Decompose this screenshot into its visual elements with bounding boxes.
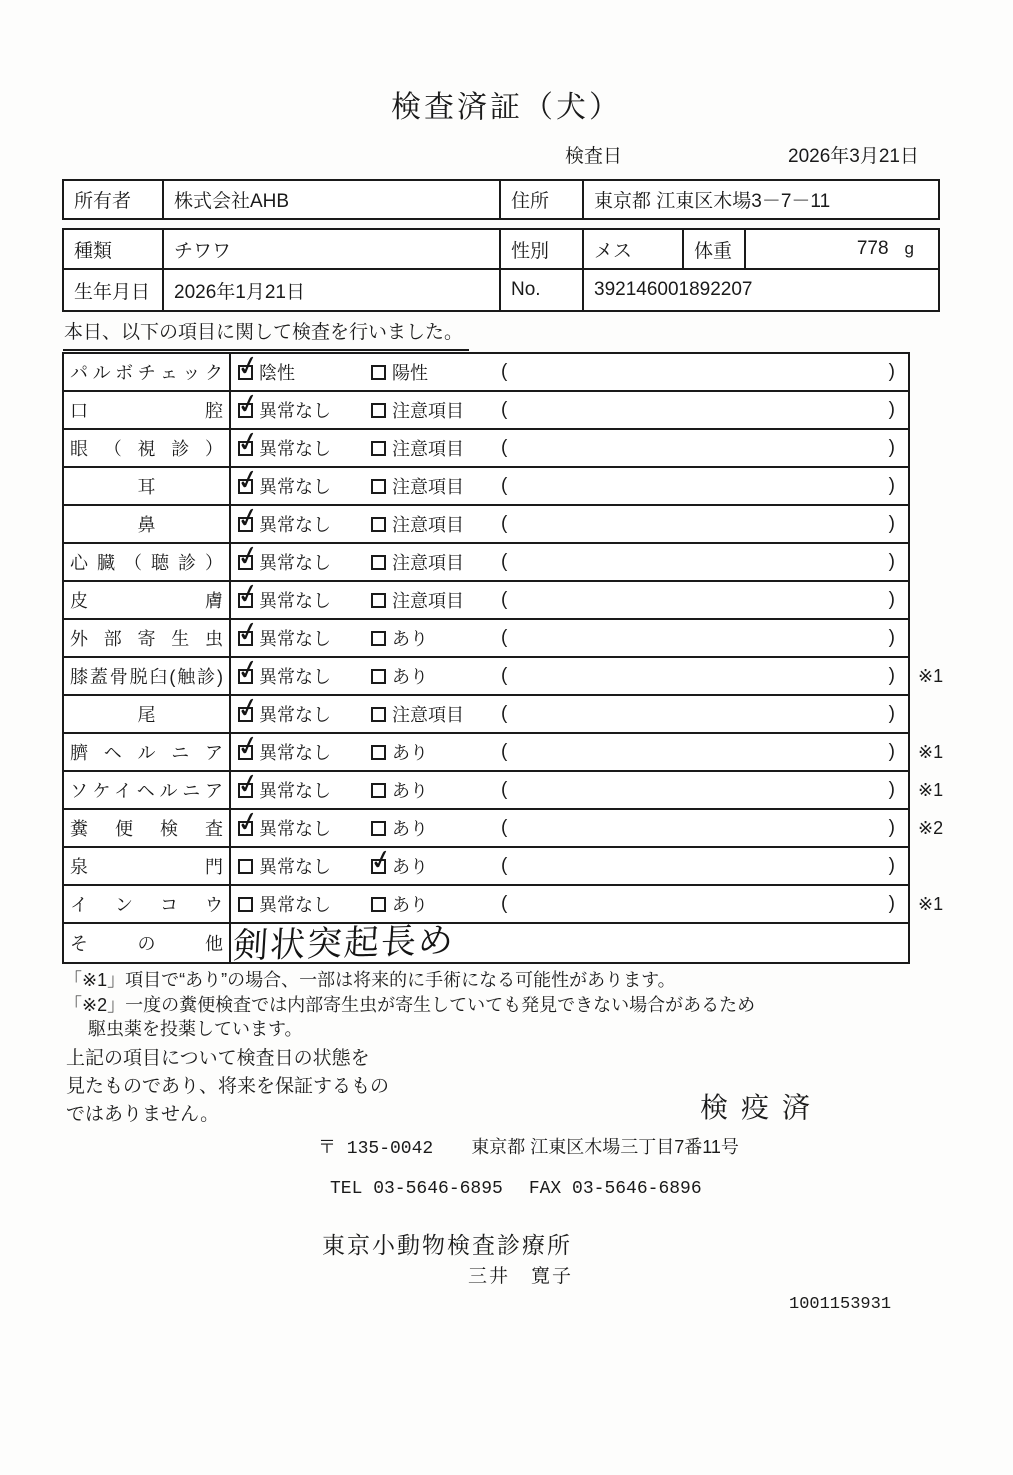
inspection-row xyxy=(64,500,908,544)
item-label: 口腔 xyxy=(70,401,223,421)
quarantine-stamp: 検疫済 xyxy=(700,1092,824,1123)
option-label: 注意項目 xyxy=(392,553,464,573)
paren-open: ( xyxy=(501,475,508,496)
item-cell xyxy=(64,848,231,884)
checkmark-icon: ✓ xyxy=(234,614,263,649)
footnote-mark: ※2 xyxy=(918,817,944,838)
option-label: 異常なし xyxy=(259,401,331,421)
paren-open: ( xyxy=(501,399,508,420)
item-cell xyxy=(64,696,231,732)
option-1 xyxy=(231,891,364,917)
breed-value: チワワ xyxy=(162,230,499,268)
paren-close: ) xyxy=(888,513,895,534)
checkbox-icon xyxy=(371,821,386,836)
paren-open: ( xyxy=(501,589,508,610)
option-label: 異常なし xyxy=(259,477,331,497)
clinic-address: 東京都 江東区木場三丁目7番11号 xyxy=(471,1137,739,1157)
paren-close: ) xyxy=(888,627,895,648)
paren-open: ( xyxy=(501,551,508,572)
paren-close: ) xyxy=(888,741,895,762)
paren-close: ) xyxy=(888,475,895,496)
option-2 xyxy=(364,511,497,537)
option-label: 異常なし xyxy=(259,667,331,687)
sex-value: メス xyxy=(582,230,682,268)
item-label: 眼（視診） xyxy=(70,439,223,459)
checkbox-icon xyxy=(371,593,386,608)
weight-unit: g xyxy=(904,239,914,258)
paren-open: ( xyxy=(501,779,508,800)
inspection-row xyxy=(64,538,908,582)
paren-close: ) xyxy=(888,399,895,420)
number-value: 392146001892207 xyxy=(582,270,938,310)
paren-open: ( xyxy=(501,817,508,838)
checkmark-icon: ✓ xyxy=(234,424,263,459)
remarks-area xyxy=(501,772,908,808)
checkbox-icon xyxy=(371,441,386,456)
paren-open: ( xyxy=(501,627,508,648)
option-2 xyxy=(364,625,497,651)
inspection-row xyxy=(64,886,944,924)
pet-table xyxy=(62,228,940,312)
tel-number: TEL 03-5646-6895 xyxy=(330,1179,503,1199)
item-cell xyxy=(64,430,231,466)
option-label: 異常なし xyxy=(259,553,331,573)
disclaimer-text xyxy=(66,1045,389,1129)
checkbox-icon xyxy=(371,365,386,380)
remarks-area xyxy=(501,430,908,466)
remarks-area xyxy=(501,810,908,846)
option-label: あり xyxy=(392,629,428,649)
page-title: 検査済証（犬） xyxy=(391,91,622,124)
option-2 xyxy=(364,815,497,841)
remarks-area xyxy=(501,658,908,694)
option-1 xyxy=(231,690,364,727)
item-cell xyxy=(64,924,231,962)
item-label: 心臓（聴診） xyxy=(70,553,223,573)
remarks-area xyxy=(501,886,908,922)
checkbox-icon xyxy=(234,728,263,763)
checkbox-icon xyxy=(367,842,396,877)
other-row xyxy=(64,920,908,966)
option-2 xyxy=(364,777,497,803)
option-label: 異常なし xyxy=(259,629,331,649)
paren-open: ( xyxy=(501,361,508,382)
paren-close: ) xyxy=(888,361,895,382)
item-label: パルボチェック xyxy=(70,363,223,383)
option-2 xyxy=(364,891,497,917)
item-cell xyxy=(64,886,231,922)
paren-close: ) xyxy=(888,855,895,876)
option-1 xyxy=(231,348,364,385)
item-label: 膝蓋骨脱臼(触診) xyxy=(70,667,223,687)
checkbox-icon xyxy=(234,576,263,611)
checkbox-icon xyxy=(234,690,263,725)
intro-text: 本日、以下の項目に関して検査を行いました。 xyxy=(63,317,469,351)
weight-label: 体重 xyxy=(682,230,744,268)
checkmark-icon: ✓ xyxy=(234,652,263,687)
option-2 xyxy=(364,739,497,765)
owner-table xyxy=(62,179,940,220)
option-label: 異常なし xyxy=(259,515,331,535)
checkmark-icon: ✓ xyxy=(234,386,263,421)
footnote-mark: ※1 xyxy=(918,779,944,800)
option-label: 注意項目 xyxy=(392,591,464,611)
breed-label: 種類 xyxy=(74,240,113,262)
pet-row-2 xyxy=(64,270,938,310)
birthdate-label: 生年月日 xyxy=(74,281,151,303)
birthdate-value: 2026年1月21日 xyxy=(162,270,499,310)
inspection-row xyxy=(64,576,908,620)
inspection-row xyxy=(64,424,908,468)
option-2 xyxy=(364,587,497,613)
paren-close: ) xyxy=(888,589,895,610)
remarks-area xyxy=(501,468,908,504)
item-label: その他 xyxy=(70,934,223,954)
checkbox-icon xyxy=(371,783,386,798)
owner-row xyxy=(64,181,938,218)
remarks-area xyxy=(501,734,908,770)
remarks-area xyxy=(501,392,908,428)
item-cell xyxy=(64,582,231,618)
checkbox-icon xyxy=(371,897,386,912)
checkmark-icon: ✓ xyxy=(234,804,263,839)
option-1 xyxy=(231,500,364,537)
item-label: 皮膚 xyxy=(70,591,223,611)
checkmark-icon: ✓ xyxy=(234,690,263,725)
checkbox-icon xyxy=(234,804,263,839)
item-cell xyxy=(64,392,231,428)
number-label: No. xyxy=(499,270,582,310)
inspection-row xyxy=(64,462,908,506)
veterinarian-name: 三井 寛子 xyxy=(468,1266,574,1287)
checkbox-icon xyxy=(371,669,386,684)
paren-close: ) xyxy=(888,703,895,724)
checkmark-icon: ✓ xyxy=(234,728,263,763)
inspection-row xyxy=(64,348,908,392)
address-value: 東京都 江東区木場3－7－11 xyxy=(582,181,938,218)
checkbox-icon xyxy=(234,538,263,573)
option-1 xyxy=(231,804,364,841)
item-cell xyxy=(64,734,231,770)
item-label: 糞便検査 xyxy=(70,819,223,839)
remarks-area xyxy=(501,544,908,580)
option-label: 異常なし xyxy=(259,781,331,801)
option-1 xyxy=(231,462,364,499)
item-cell xyxy=(64,506,231,542)
checkbox-icon xyxy=(234,766,263,801)
checkbox-icon xyxy=(234,348,263,383)
checkmark-icon: ✓ xyxy=(234,348,263,383)
checkbox-icon xyxy=(371,479,386,494)
option-2 xyxy=(364,663,497,689)
inspection-row xyxy=(64,386,908,430)
paren-close: ) xyxy=(888,817,895,838)
disclaimer-line-3: ではありません。 xyxy=(66,1104,220,1125)
checkmark-icon: ✓ xyxy=(234,500,263,535)
option-2 xyxy=(364,359,497,385)
option-1 xyxy=(231,424,364,461)
option-2 xyxy=(364,473,497,499)
paren-open: ( xyxy=(501,855,508,876)
option-label: 注意項目 xyxy=(392,439,464,459)
option-1 xyxy=(231,386,364,423)
option-label: 注意項目 xyxy=(392,477,464,497)
inspection-row xyxy=(64,842,908,886)
contact-address-line xyxy=(318,1133,739,1159)
footnote-mark: ※1 xyxy=(918,741,944,762)
weight-value-cell xyxy=(744,230,938,268)
option-label: あり xyxy=(392,667,428,687)
item-cell xyxy=(64,468,231,504)
item-label: ソケイヘルニア xyxy=(70,781,223,801)
option-label: 異常なし xyxy=(259,819,331,839)
checkbox-icon xyxy=(234,614,263,649)
option-label: 異常なし xyxy=(259,857,331,877)
disclaimer-line-1: 上記の項目について検査日の状態を xyxy=(66,1048,370,1069)
inspection-table xyxy=(62,348,944,966)
option-1 xyxy=(231,652,364,689)
remarks-area xyxy=(501,354,908,390)
option-label: 異常なし xyxy=(259,895,331,915)
checkmark-icon: ✓ xyxy=(234,462,263,497)
option-2 xyxy=(364,842,497,879)
option-1 xyxy=(231,728,364,765)
footnote-mark: ※1 xyxy=(918,665,944,686)
inspection-row xyxy=(64,652,944,696)
handwritten-note: 剣状突起長め xyxy=(231,920,457,966)
option-label: あり xyxy=(392,819,428,839)
checkbox-icon xyxy=(371,631,386,646)
option-1 xyxy=(231,614,364,651)
item-cell xyxy=(64,544,231,580)
checkbox-icon xyxy=(238,859,253,874)
sex-label: 性別 xyxy=(499,230,582,268)
option-label: 異常なし xyxy=(259,439,331,459)
checkmark-icon: ✓ xyxy=(234,538,263,573)
inspection-row xyxy=(64,690,908,734)
inspection-row xyxy=(64,614,908,658)
paren-open: ( xyxy=(501,893,508,914)
checkbox-icon xyxy=(234,424,263,459)
checkbox-icon xyxy=(371,403,386,418)
remarks-area xyxy=(501,696,908,732)
inspection-row xyxy=(64,766,944,810)
paren-open: ( xyxy=(501,513,508,534)
paren-open: ( xyxy=(501,741,508,762)
paren-close: ) xyxy=(888,551,895,572)
paren-close: ) xyxy=(888,665,895,686)
item-label: 臍ヘルニア xyxy=(70,743,223,763)
disclaimer-line-2: 見たものであり、将来を保証するもの xyxy=(66,1076,390,1097)
checkbox-icon xyxy=(234,386,263,421)
inspection-date-value: 2026年3月21日 xyxy=(788,146,919,167)
owner-label: 所有者 xyxy=(74,191,132,212)
checkmark-icon: ✓ xyxy=(234,766,263,801)
option-2 xyxy=(364,549,497,575)
footnote-2-line1: 「※2」一度の糞便検査では内部寄生虫が寄生していても発見できない場合があるため xyxy=(64,995,756,1015)
weight-value: 778 xyxy=(856,238,889,259)
checkbox-icon xyxy=(238,897,253,912)
inspection-date-label: 検査日 xyxy=(565,146,623,167)
footnote-2-line2: 駆虫薬を投薬しています。 xyxy=(88,1019,303,1039)
inspection-row xyxy=(64,804,944,848)
option-label: 異常なし xyxy=(259,591,331,611)
paren-open: ( xyxy=(501,665,508,686)
checkbox-icon xyxy=(234,652,263,687)
item-label: 泉門 xyxy=(70,857,223,877)
clinic-name: 東京小動物検査診療所 xyxy=(322,1232,572,1258)
pet-row-1 xyxy=(64,230,938,270)
item-cell xyxy=(64,772,231,808)
item-label: 外部寄生虫 xyxy=(70,629,223,649)
footnote-mark: ※1 xyxy=(918,893,944,914)
option-label: 陰性 xyxy=(259,363,295,383)
paren-close: ) xyxy=(888,437,895,458)
option-1 xyxy=(231,576,364,613)
item-label: インコウ xyxy=(70,895,223,915)
postal-code: 〒 135-0042 xyxy=(318,1139,434,1159)
item-label: 鼻 xyxy=(137,515,156,535)
address-label: 住所 xyxy=(499,181,582,218)
option-2 xyxy=(364,435,497,461)
remarks-area xyxy=(501,582,908,618)
owner-value: 株式会社AHB xyxy=(162,181,499,218)
option-label: あり xyxy=(392,895,428,915)
option-label: 異常なし xyxy=(259,743,331,763)
inspection-row xyxy=(64,728,944,772)
remarks-area xyxy=(501,506,908,542)
option-1 xyxy=(231,766,364,803)
checkmark-icon: ✓ xyxy=(234,576,263,611)
fax-number: FAX 03-5646-6896 xyxy=(528,1179,702,1199)
item-cell xyxy=(64,620,231,656)
option-label: あり xyxy=(392,781,428,801)
option-1 xyxy=(231,853,364,879)
checkbox-icon xyxy=(371,707,386,722)
contact-phone-line xyxy=(330,1179,702,1199)
paren-close: ) xyxy=(888,779,895,800)
item-cell xyxy=(64,810,231,846)
remarks-area xyxy=(501,848,908,884)
item-cell xyxy=(64,354,231,390)
item-label: 尾 xyxy=(137,705,156,725)
option-1 xyxy=(231,538,364,575)
checkbox-icon xyxy=(234,462,263,497)
paren-close: ) xyxy=(888,893,895,914)
option-label: あり xyxy=(392,743,428,763)
item-label: 耳 xyxy=(137,477,156,497)
remarks-area xyxy=(501,620,908,656)
checkbox-icon xyxy=(234,500,263,535)
checkmark-icon: ✓ xyxy=(367,842,396,877)
checkbox-icon xyxy=(371,745,386,760)
serial-number: 1001153931 xyxy=(789,1295,892,1314)
option-label: あり xyxy=(392,857,428,877)
option-label: 異常なし xyxy=(259,705,331,725)
paren-open: ( xyxy=(501,437,508,458)
footnote-1: 「※1」項目で“あり”の場合、一部は将来的に手術になる可能性があります。 xyxy=(64,970,676,990)
item-cell xyxy=(64,658,231,694)
option-label: 注意項目 xyxy=(392,515,464,535)
checkbox-icon xyxy=(371,517,386,532)
option-label: 注意項目 xyxy=(392,401,464,421)
checkbox-icon xyxy=(371,555,386,570)
option-label: 陽性 xyxy=(392,363,428,383)
option-2 xyxy=(364,397,497,423)
option-2 xyxy=(364,701,497,727)
option-label: 注意項目 xyxy=(392,705,464,725)
paren-open: ( xyxy=(501,703,508,724)
